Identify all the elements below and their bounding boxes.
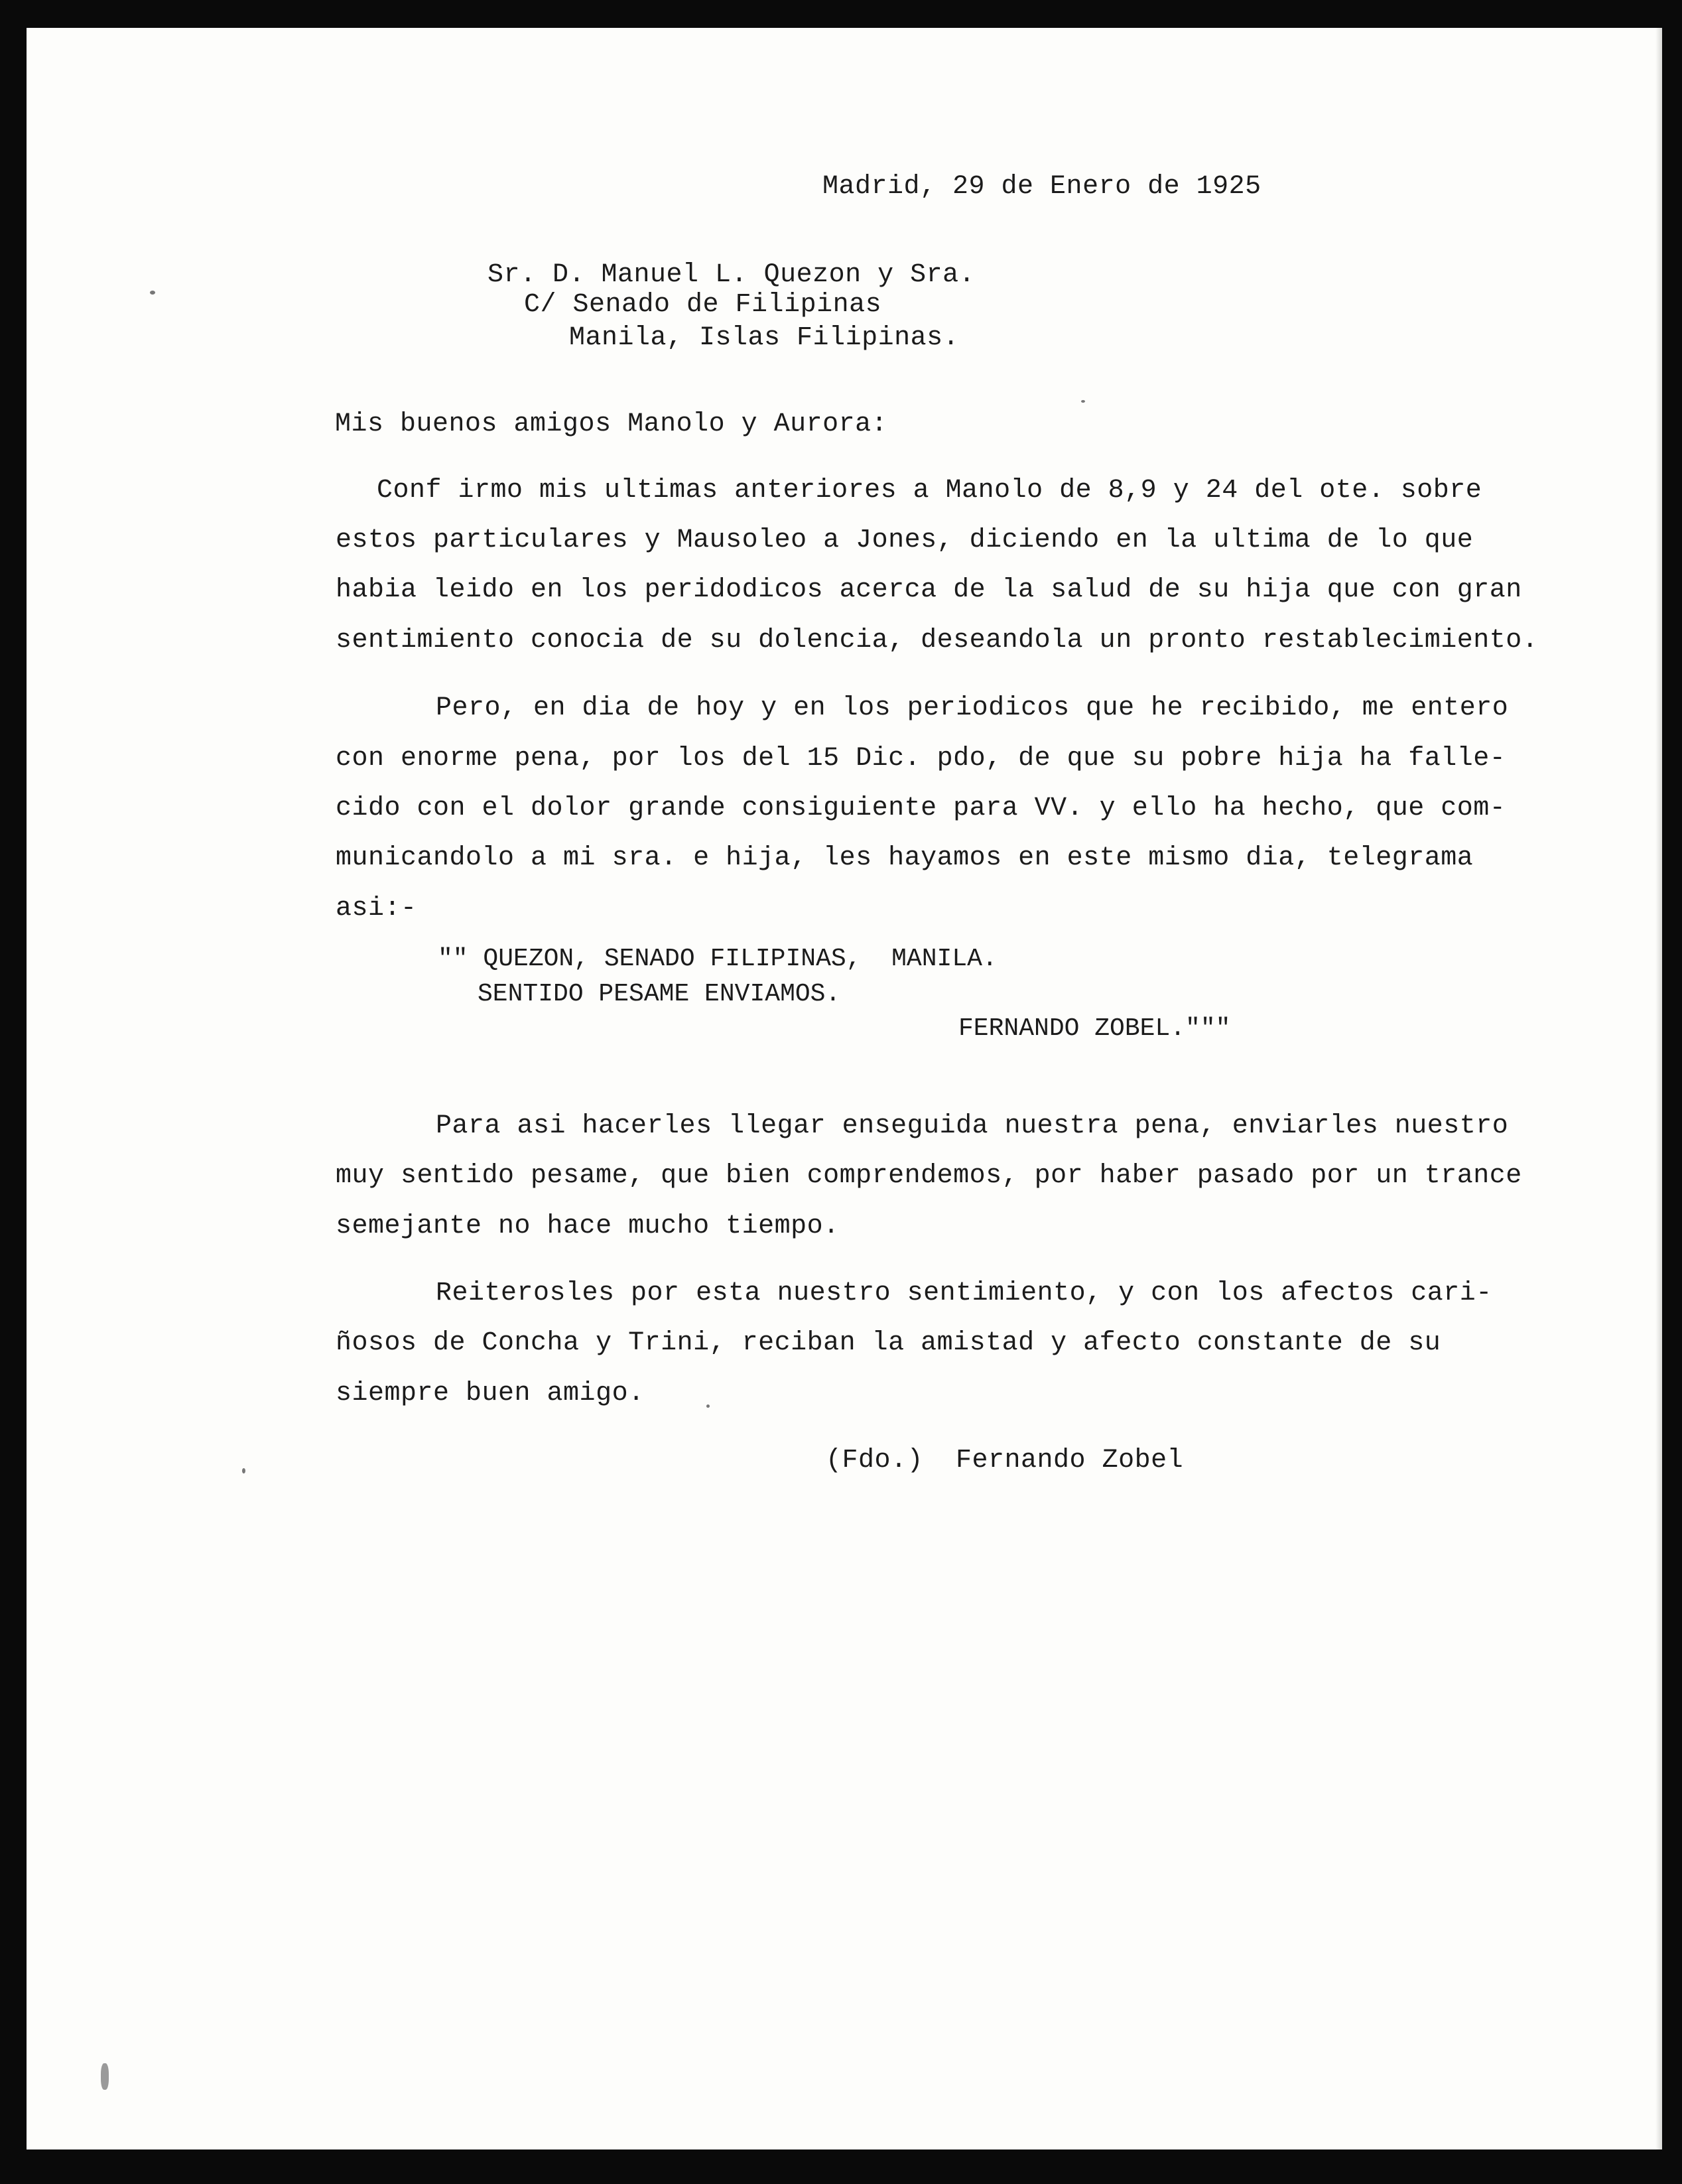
paragraph-2-line-4: municandolo a mi sra. e hija, les hayamos en este mismo dia, telegrama (336, 843, 1474, 873)
paragraph-2-line-1: Pero, en dia de hoy y en los periodicos que he recibido, me entero (436, 693, 1509, 723)
recipient-line-1: Sr. D. Manuel L. Quezon y Sra. (487, 260, 976, 290)
paper-speck (706, 1404, 710, 1408)
paragraph-3-line-1: Para asi hacerles llegar enseguida nuestra pena, enviarles nuestro (436, 1111, 1509, 1141)
paragraph-4-line-2: ñosos de Concha y Trini, reciban la amistad y afecto constante de su (336, 1328, 1441, 1358)
paragraph-3-line-2: muy sentido pesame, que bien comprendemos, por haber pasado por un trance (336, 1161, 1522, 1191)
paper-speck (1081, 400, 1085, 403)
paragraph-2-line-5: asi:- (336, 894, 417, 923)
page-edge-shadow (1655, 28, 1662, 2150)
paragraph-1-line-4: sentimiento conocia de su dolencia, deseandola un pronto restablecimiento. (336, 626, 1539, 655)
paragraph-1-line-1: Conf irmo mis ultimas anteriores a Manolo de 8,9 y 24 del ote. sobre (377, 476, 1482, 506)
paper-speck (242, 1468, 245, 1473)
paragraph-4-line-1: Reiterosles por esta nuestro sentimiento, y con los afectos cari- (436, 1278, 1492, 1308)
paragraph-1-line-2: estos particulares y Mausoleo a Jones, diciendo en la ultima de lo que (336, 525, 1474, 555)
paragraph-4-line-3: siempre buen amigo. (336, 1379, 645, 1408)
recipient-line-3: Manila, Islas Filipinas. (569, 323, 960, 353)
signature: (Fdo.) Fernando Zobel (826, 1446, 1184, 1475)
recipient-line-2: C/ Senado de Filipinas (524, 290, 882, 320)
salutation: Mis buenos amigos Manolo y Aurora: (335, 409, 888, 439)
telegram-line-3: FERNANDO ZOBEL.""" (958, 1014, 1231, 1043)
date-line: Madrid, 29 de Enero de 1925 (822, 172, 1262, 202)
paper-speck (101, 2063, 109, 2090)
telegram-line-2: SENTIDO PESAME ENVIAMOS. (478, 980, 841, 1008)
telegram-line-1: "" QUEZON, SENADO FILIPINAS, MANILA. (438, 945, 998, 973)
paragraph-3-line-3: semejante no hace mucho tiempo. (336, 1211, 840, 1241)
paragraph-2-line-2: con enorme pena, por los del 15 Dic. pdo, de que su pobre hija ha falle- (336, 744, 1506, 774)
paragraph-2-line-3: cido con el dolor grande consiguiente para VV. y ello ha hecho, que com- (336, 793, 1506, 823)
paper-speck (150, 291, 155, 295)
paragraph-1-line-3: habia leido en los peridodicos acerca de la salud de su hija que con gran (336, 575, 1522, 605)
